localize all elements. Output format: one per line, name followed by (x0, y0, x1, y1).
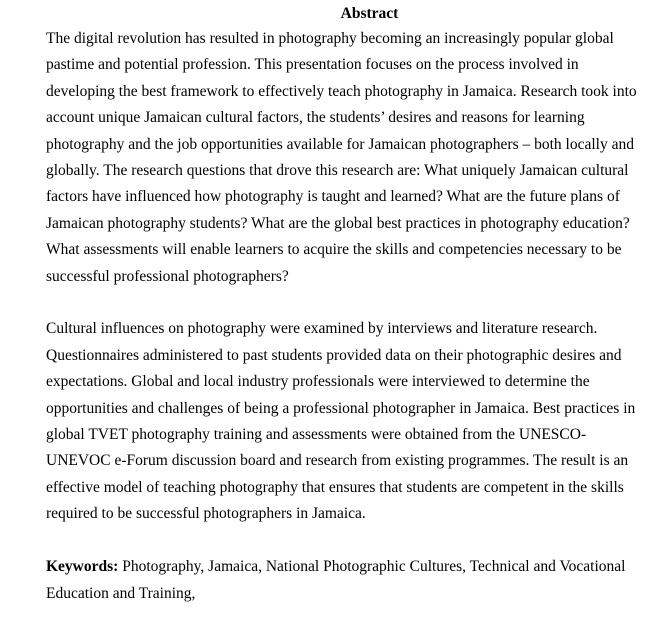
keywords-line-2: Education and Training, (46, 584, 196, 602)
paragraph-line: globally. The research questions that drove this research are: What uniquely Jamaican cultural (46, 162, 629, 180)
paragraph-line: factors have influenced how photography is taught and learned? What are the future plans of (46, 188, 620, 206)
abstract-paragraph-2 (46, 316, 657, 527)
paragraph-line: effective model of teaching photography that ensures that students are competent in the skills (46, 478, 624, 496)
paragraph-line: opportunities and challenges of being a professional photographer in Jamaica. Best practices in (46, 399, 636, 417)
paragraph-line: UNEVOC e-Forum discussion board and research from existing programmes. The result is an (46, 452, 629, 470)
paragraph-line: Jamaican photography students? What are the global best practices in photography education? (46, 214, 630, 232)
paragraph-line: photography and the job opportunities available for Jamaican photographers – both locally and (46, 135, 634, 153)
keywords-text: Photography, Jamaica, National Photographic Cultures, Technical and Vocational (118, 558, 626, 576)
paragraph-line: The digital revolution has resulted in photography becoming an increasingly popular global (46, 30, 614, 47)
paragraph-line: Cultural influences on photography were examined by interviews and literature research. (46, 320, 598, 338)
paragraph-line: account unique Jamaican cultural factors, the students’ desires and reasons for learning (46, 109, 585, 127)
abstract-paragraph-1 (46, 26, 657, 290)
paragraph-line: pastime and potential profession. This presentation focuses on the process involved in (46, 56, 579, 74)
paragraph-line: developing the best framework to effectively teach photography in Jamaica. Research took into (46, 82, 637, 100)
paragraph-line: expectations. Global and local industry professionals were interviewed to determine the (46, 373, 590, 391)
abstract-heading: Abstract (340, 5, 399, 22)
paragraph-line: required to be successful photographers in Jamaica. (46, 505, 366, 523)
paragraph-line: What assessments will enable learners to acquire the skills and competencies necessary to be (46, 241, 622, 259)
paragraph-spacer (46, 290, 657, 316)
paragraph-line: successful professional photographers? (46, 267, 289, 285)
paragraph-line: global TVET photography training and assessments were obtained from the UNESCO- (46, 426, 587, 444)
paragraph-spacer (46, 528, 657, 554)
keywords-line-1 (46, 554, 657, 580)
paragraph-line: Questionnaires administered to past students provided data on their photographic desires and (46, 346, 622, 364)
keywords-paragraph (46, 554, 657, 607)
keywords-label: Keywords: (46, 558, 119, 576)
